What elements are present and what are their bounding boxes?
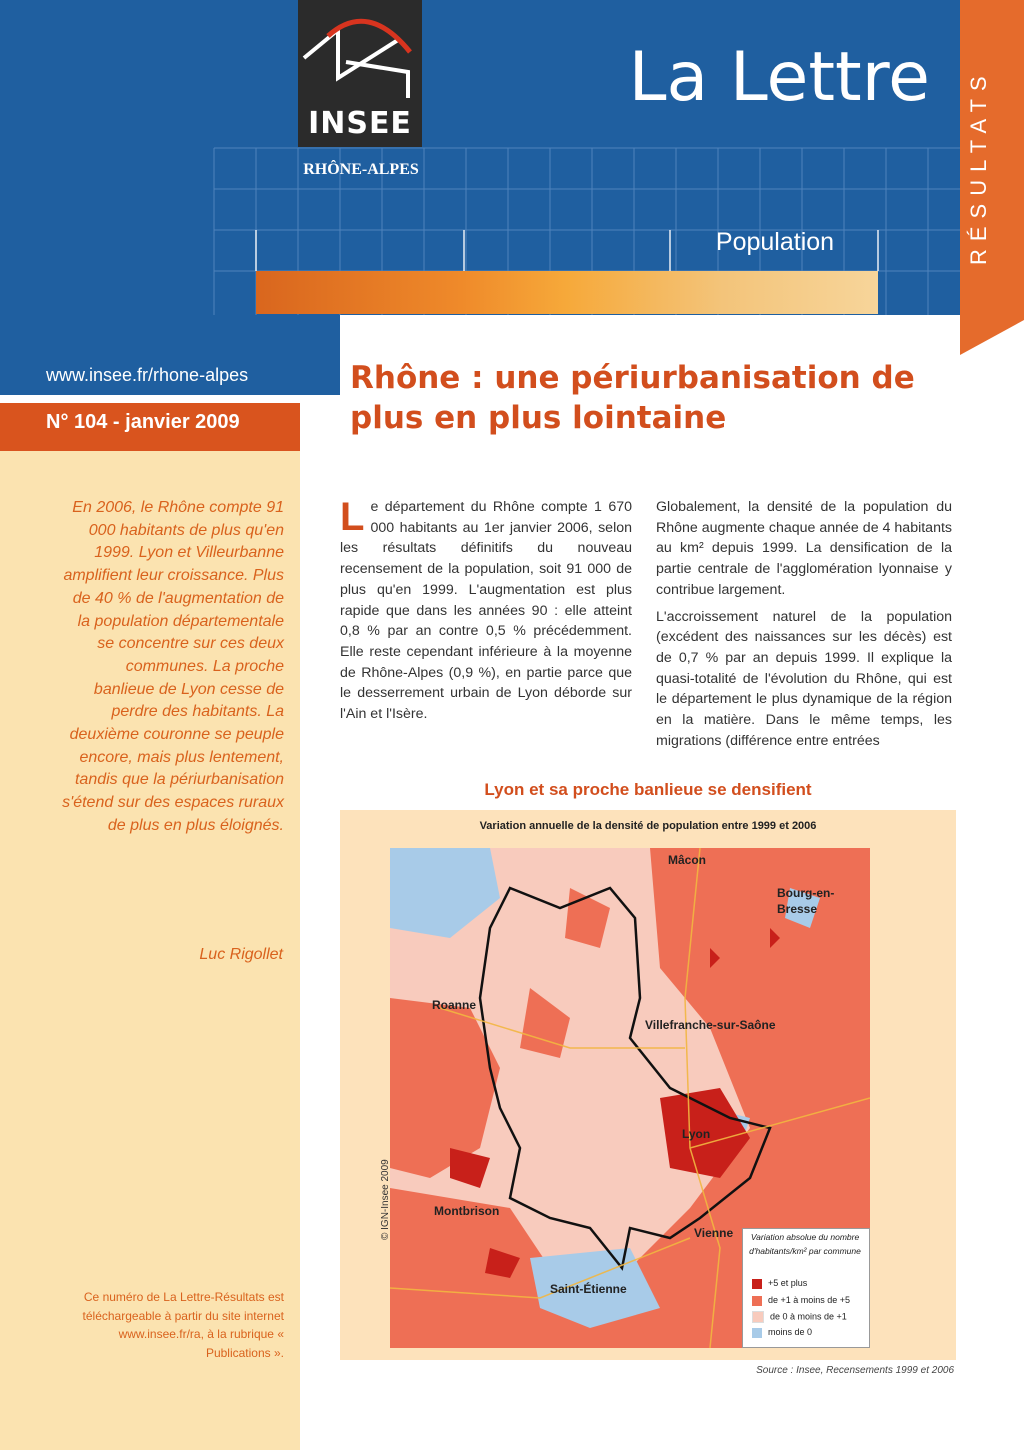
author-name: Luc Rigollet [199, 946, 283, 963]
map-credit: © IGN-Insee 2009 [380, 1159, 391, 1240]
paragraph: e département du Rhône compte 1 670 000 habitants au 1er janvier 2006, selon les résultats définitifs du nouveau recensement de la population, soit 91 000 de plus qu'en 1999. L'augmentation est plus rapide que dans les années 90 : elle atteint 0,8 % par an contre 0,5 % précédemment. Elle reste cependant inférieure à la moyenne de Rhône-Alpes (0,9 %), en partie parce que le desserrement urbain de Lyon déborde sur l'Ain et l'Isère. [340, 499, 632, 723]
results-label: RÉSULTATS [966, 68, 991, 266]
city-label: Mâcon [668, 853, 707, 867]
legend-title: Variation absolue du nombre d'habitants/km² par commune [749, 1232, 861, 1256]
legend-swatch [752, 1296, 762, 1306]
city-label: Saint-Étienne [550, 1282, 627, 1296]
article-summary: En 2006, le Rhône compte 91 000 habitants de plus qu'en 1999. Lyon et Villeurbanne amplifient leur croissance. Plus de 40 % de l'augmentation de la population départementale se concentre sur ces deux communes. La proche banlieue de Lyon cesse de perdre des habitants. La deuxième couronne se peuple encore, mais plus lentement, tandis que la périurbanisation s'étend sur des espaces ruraux de plus en plus éloignés. [62, 499, 284, 834]
legend-swatch [752, 1311, 764, 1323]
legend-label: +5 et plus [768, 1278, 808, 1288]
paragraph: L'accroissement naturel de la population (excédent des naissances sur les décès) est de 0,7 % par an depuis 1999. Il explique la quasi-totalité de l'évolution du Rhône, qui est le département le plus dynamique de la région en la matière. Dans le même temps, les migrations (différence entre entrées [656, 608, 952, 749]
legend-label: de +1 à moins de +5 [768, 1295, 851, 1305]
download-note: Ce numéro de La Lettre-Résultats est téléchargeable à partir du site internet www.insee.fr/ra, à la rubrique « Publications ». [82, 1290, 284, 1360]
city-label: Roanne [432, 998, 477, 1012]
legend-item [752, 1295, 864, 1306]
website-link[interactable]: www.insee.fr/rhone-alpes [46, 365, 249, 385]
city-label: Vienne [694, 1226, 734, 1240]
publication-title: La Lettre [628, 38, 930, 117]
city-label: Villefranche-sur-Saône [645, 1018, 776, 1032]
legend-swatch [752, 1279, 762, 1289]
article-column-1 [340, 497, 632, 731]
map-source: Source : Insee, Recensements 1999 et 2006 [756, 1365, 954, 1376]
article-headline: Rhône : une périurbanisation de plus en plus lointaine [350, 360, 915, 436]
logo-mark-icon [298, 0, 422, 110]
city-label: Lyon [682, 1127, 711, 1141]
article-column-2 [656, 497, 952, 757]
map-subtitle: Variation annuelle de la densité de population entre 1999 et 2006 [479, 820, 817, 832]
theme-label: Population [715, 228, 835, 256]
legend-item [752, 1327, 864, 1338]
header-photo-strip [256, 271, 878, 314]
logo-text: INSEE [308, 106, 412, 141]
legend-label: moins de 0 [768, 1327, 813, 1337]
drop-cap: L [340, 495, 365, 539]
paragraph: Globalement, la densité de la population du Rhône augmente chaque année de 4 habitants au km² depuis 1999. La densification de la partie centrale de l'agglomération lyonnaise y contribue largement. [656, 499, 952, 598]
legend-item [752, 1311, 864, 1323]
issue-number: N° 104 - janvier 2009 [46, 411, 240, 433]
legend-swatch [752, 1328, 762, 1338]
city-label: Montbrison [434, 1204, 500, 1218]
legend-item [752, 1278, 864, 1289]
city-label: Bourg-en-Bresse [777, 886, 835, 916]
map-title: Lyon et sa proche banlieue se densifient [484, 780, 812, 799]
legend-label: de 0 à moins de +1 [770, 1311, 847, 1322]
region-label: RHÔNE-ALPES [303, 161, 419, 178]
